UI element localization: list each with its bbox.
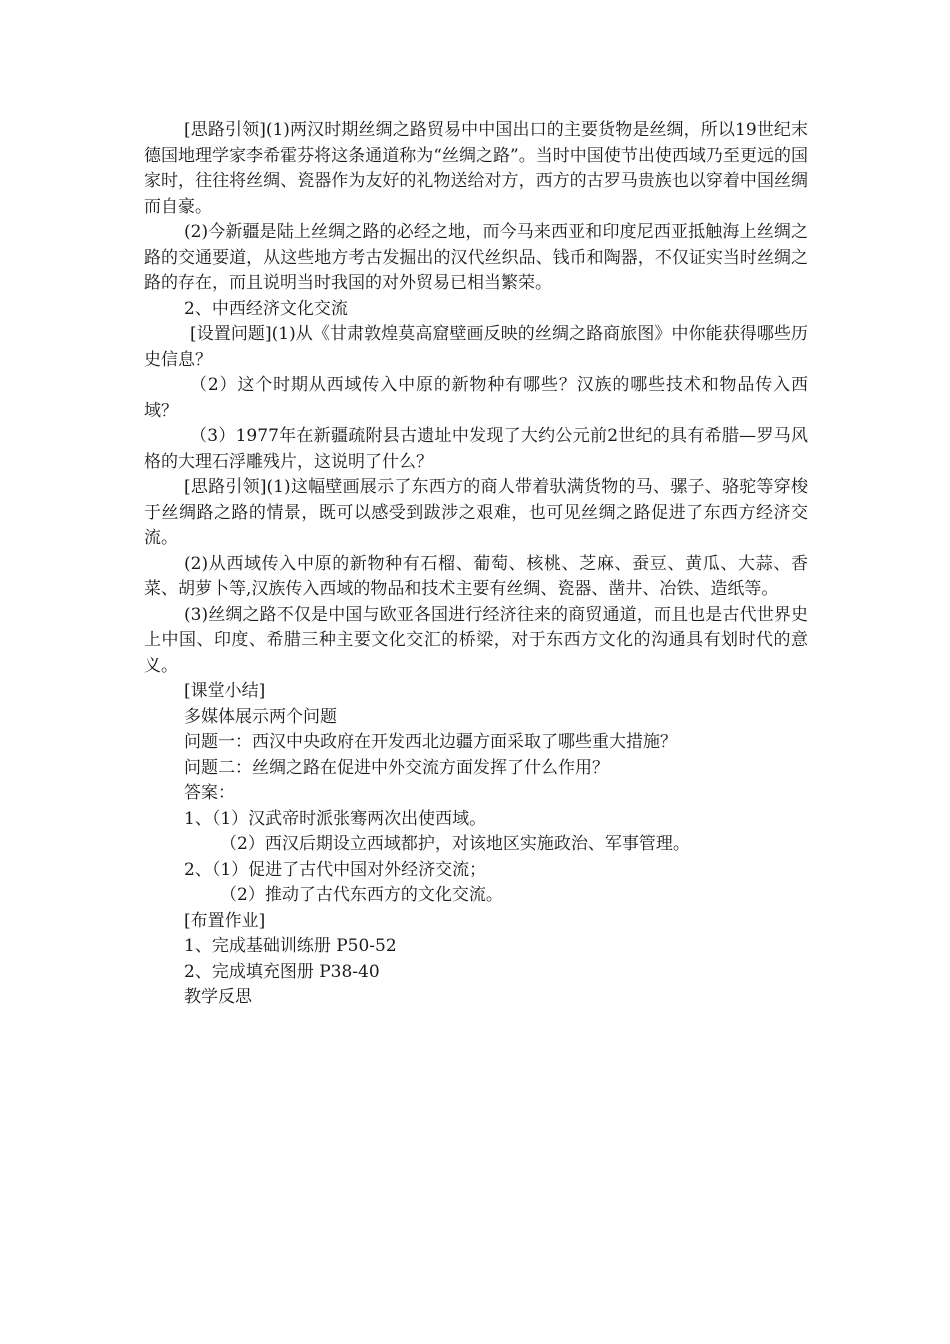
summary-question-1: 问题一：西汉中央政府在开发西北边疆方面采取了哪些重大措施？ (184, 732, 677, 752)
document-page (144, 118, 808, 1011)
teaching-reflection: 教学反思 (184, 987, 252, 1007)
section-heading-exchange: 2、中西经济文化交流 (184, 298, 348, 319)
answer-2-1: 2、（1）促进了古代中国对外经济交流； (184, 859, 487, 880)
homework-item-2: 2、完成填充图册 P38-40 (184, 961, 380, 982)
question-1: [设置问题](1)从《甘肃敦煌莫高窟壁画反映的丝绸之路商旅图》中你能获得哪些历史信息？ (144, 324, 808, 370)
summary-question-2: 问题二：丝绸之路在促进中外交流方面发挥了什么作用？ (184, 757, 609, 778)
summary-heading: [课堂小结] (184, 681, 266, 701)
paragraph-xinjiang-archaeology: (2)今新疆是陆上丝绸之路的必经之地，而今马来西亚和印度尼西亚抵触海上丝绸之路的交通要道，从这些地方考古发掘出的汉代丝织品、钱币和陶器，不仅证实当时丝绸之路的存在，而且说明当时我国的对外贸易已相当繁荣。 (144, 222, 808, 293)
guidance-2: (2)从西域传入中原的新物种有石榴、葡萄、核桃、芝麻、蚕豆、黄瓜、大蒜、香菜、胡萝卜等,汉族传入西域的物品和技术主要有丝绸、瓷器、凿井、冶铁、造纸等。 (144, 553, 808, 599)
homework-item-1: 1、完成基础训练册 P50-52 (184, 936, 397, 956)
question-3: （3）1977年在新疆疏附县古遗址中发现了大约公元前2世纪的具有希腊—罗马风格的大理石浮雕残片，这说明了什么？ (144, 426, 808, 472)
guidance-1: [思路引领](1)这幅壁画展示了东西方的商人带着驮满货物的马、骡子、骆驼等穿梭于丝绸路之路的情景，既可以感受到跋涉之艰难，也可见丝绸之路促进了东西方经济交流。 (144, 477, 808, 548)
answer-1-2: （2）西汉后期设立西域都护，对该地区实施政治、军事管理。 (220, 834, 690, 854)
answer-2-2: （2）推动了古代东西方的文化交流。 (220, 885, 503, 905)
guidance-3: (3)丝绸之路不仅是中国与欧亚各国进行经济往来的商贸通道，而且也是古代世界史上中国、印度、希腊三种主要文化交汇的桥梁，对于东西方文化的沟通具有划时代的意义。 (144, 604, 808, 676)
paragraph-silk-road-exports: [思路引领](1)两汉时期丝绸之路贸易中中国出口的主要货物是丝绸，所以19世纪末德国地理学家李希霍芬将这条通道称为“丝绸之路”。当时中国使节出使西域乃至更远的国家时，往往将丝绸、瓷器作为友好的礼物送给对方，西方的古罗马贵族也以穿着中国丝绸而自豪。 (144, 120, 808, 217)
answer-1-1: 1、（1）汉武帝时派张骞两次出使西域。 (184, 808, 487, 829)
answer-label: 答案： (184, 783, 235, 803)
question-2: （2）这个时期从西域传入中原的新物种有哪些？汉族的哪些技术和物品传入西域？ (144, 375, 808, 421)
summary-intro: 多媒体展示两个问题 (184, 706, 337, 727)
homework-heading: [布置作业] (184, 910, 266, 931)
